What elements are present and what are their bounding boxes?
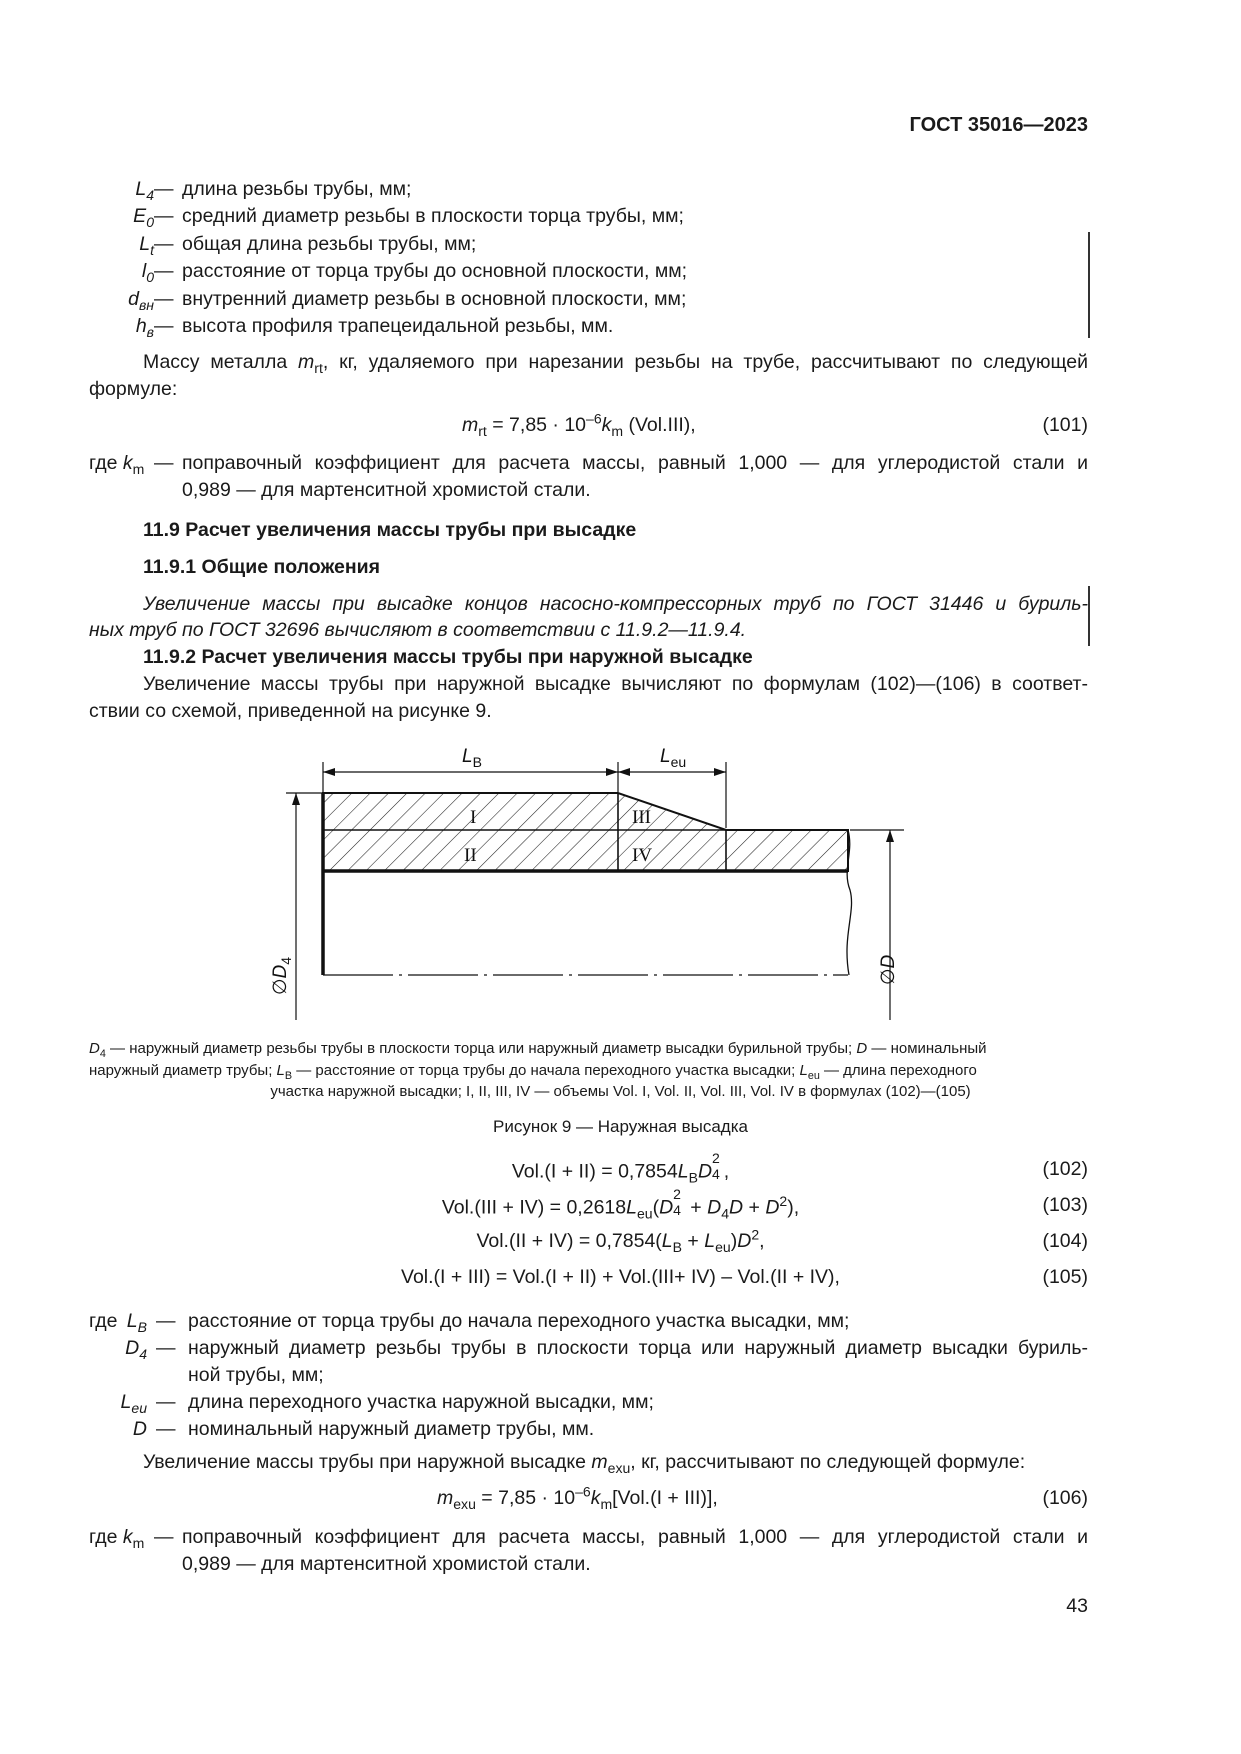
upset-diagram — [0, 740, 1241, 1040]
dash: — — [154, 1526, 174, 1548]
definition-text: средний диаметр резьбы в плоскости торца трубы, мм; — [182, 205, 684, 227]
paragraph-line: ствии со схемой, приведенной на рисунке 9. — [89, 700, 492, 722]
definition-symbol: $L_t$ — [139, 233, 154, 258]
equation: Vol.(I + III) = Vol.(I + II) + Vol.(III+ IV) – Vol.(II + IV), — [401, 1266, 840, 1288]
definition-text: поправочный коэффициент для расчета массы, равный 1,000 — для углеродистой стали и — [182, 452, 1088, 474]
paragraph: Увеличение массы трубы при наружной высадке вычисляют по формулам (102)—(106) в соответ- — [143, 673, 1088, 695]
figure-legend-line: наружный диаметр трубы; $L_B$ — расстояние от торца трубы до начала переходного участка высадки; $L_{eu}$ — длина переходного — [89, 1062, 977, 1082]
paragraph-line: формуле: — [89, 378, 178, 400]
definition-text: высота профиля трапецеидальной резьбы, мм. — [182, 315, 614, 337]
dash: — — [156, 1418, 176, 1440]
upset-section — [323, 793, 848, 871]
dim-label-Leu: $L_{eu}$ — [660, 746, 687, 770]
change-bar — [1088, 232, 1090, 338]
definition-text: расстояние от торца трубы до начала переходного участка высадки, мм; — [188, 1310, 850, 1332]
paragraph-line: ных труб по ГОСТ 32696 вычисляют в соответствии с 11.9.2—11.9.4. — [89, 619, 747, 641]
definition-text: длина резьбы трубы, мм; — [182, 178, 412, 200]
equation: $Vol.(II + IV) = 0,7854(L_B + L_{eu})D^2$, — [476, 1226, 765, 1255]
equation-number: (103) — [1042, 1194, 1088, 1216]
dim-label-D: ∅D — [878, 954, 899, 985]
section-heading: 11.9.1 Общие положения — [143, 556, 381, 578]
definition-symbol: $l_0$ — [141, 260, 154, 285]
definition-text: 0,989 — для мартенситной хромистой стали. — [182, 479, 591, 501]
dash: — — [154, 288, 174, 310]
equation: $Vol.(I + II) = 0,7854L_BD$ 2 4 , — [511, 1150, 730, 1186]
paragraph: Увеличение массы трубы при наружной высадке $m_{exu}$, кг, рассчитывают по следующей формуле: — [143, 1451, 1026, 1476]
definition-symbol: $D_4$ — [125, 1337, 147, 1362]
figure-title: Рисунок 9 — Наружная высадка — [493, 1117, 748, 1136]
region-label-IV: IV — [632, 845, 653, 866]
definition-text: длина переходного участка наружной высадки, мм; — [188, 1391, 654, 1413]
dash: — — [156, 1391, 176, 1413]
where-lead: где — [89, 1310, 118, 1332]
definition-text: номинальный наружный диаметр трубы, мм. — [188, 1418, 595, 1440]
equation-number: (101) — [1042, 414, 1088, 436]
region-label-III: III — [632, 807, 651, 828]
section-heading: 11.9.2 Расчет увеличения массы трубы при наружной высадке — [143, 646, 753, 668]
region-label-I: I — [470, 807, 477, 828]
dash: — — [154, 315, 174, 337]
figure-legend-line: участка наружной высадки; I, II, III, IV — объемы Vol. I, Vol. II, Vol. III, Vol. IV в формулах (102)—(105) — [270, 1083, 971, 1100]
definition-symbol: $E_0$ — [133, 205, 154, 230]
page-number: 43 — [1066, 1595, 1088, 1617]
definition-text: расстояние от торца трубы до основной плоскости, мм; — [182, 260, 688, 282]
equation: $Vol.(III + IV) = 0,2618L_{eu}(D$ 2 4 + $D_4D + D^2$), — [441, 1186, 800, 1222]
definition-symbol: $L_{eu}$ — [120, 1391, 147, 1416]
standard-header: ГОСТ 35016—2023 — [909, 114, 1088, 136]
equation: $m_{exu} = 7,85 \cdot 10^{-6}k_m[Vol.(I + III)]$, — [437, 1483, 718, 1512]
definition-text: наружный диаметр резьбы трубы в плоскости торца или наружный диаметр высадки буриль- — [188, 1337, 1088, 1359]
equation-number: (105) — [1042, 1266, 1088, 1288]
where-lead: где $k_m$ — [89, 1526, 145, 1551]
change-bar — [1088, 586, 1090, 646]
definition-symbol: $L_B$ — [126, 1310, 147, 1335]
paragraph: Массу металла $m_{rt}$, кг, удаляемого при нарезании резьбы на трубе, рассчитывают по следующей — [143, 351, 1089, 376]
definition-text: поправочный коэффициент для расчета массы, равный 1,000 — для углеродистой стали и — [182, 1526, 1088, 1548]
where-lead: где $k_m$ — [89, 452, 145, 477]
equation: $m_{rt} = 7,85 \cdot 10^{-6}k_m$ (Vol.III), — [462, 410, 696, 439]
definition-symbol: $h_в$ — [135, 315, 154, 340]
section-heading: 11.9 Расчет увеличения массы трубы при высадке — [143, 519, 637, 541]
dash: — — [154, 452, 174, 474]
dash: — — [154, 205, 174, 227]
dash: — — [156, 1337, 176, 1359]
definition-text: ной трубы, мм; — [188, 1364, 324, 1386]
definition-text: 0,989 — для мартенситной хромистой стали. — [182, 1553, 591, 1575]
definition-text: внутренний диаметр резьбы в основной плоскости, мм; — [182, 288, 687, 310]
definition-symbol: D — [132, 1418, 147, 1440]
paragraph: Увеличение массы при высадке концов насосно-компрессорных труб по ГОСТ 31446 и буриль- — [143, 593, 1088, 615]
definition-symbol: $d_{вн}$ — [128, 288, 154, 313]
dim-label-D4: $\emptyset D_4$ — [270, 956, 294, 995]
dim-label-LB: $L_B$ — [462, 746, 482, 770]
equation-number: (106) — [1042, 1487, 1088, 1509]
dash: — — [154, 178, 174, 200]
equation-number: (102) — [1042, 1158, 1088, 1180]
region-label-II: II — [464, 845, 477, 866]
definition-text: общая длина резьбы трубы, мм; — [182, 233, 477, 255]
dash: — — [154, 260, 174, 282]
dash: — — [156, 1310, 176, 1332]
equation-number: (104) — [1042, 1230, 1088, 1252]
definition-symbol: $L_4$ — [135, 178, 154, 203]
dash: — — [154, 233, 174, 255]
figure-legend-line: $D_4$ — наружный диаметр резьбы трубы в плоскости торца или наружный диаметр высадки бурильной трубы; D — номинальный — [89, 1040, 987, 1060]
